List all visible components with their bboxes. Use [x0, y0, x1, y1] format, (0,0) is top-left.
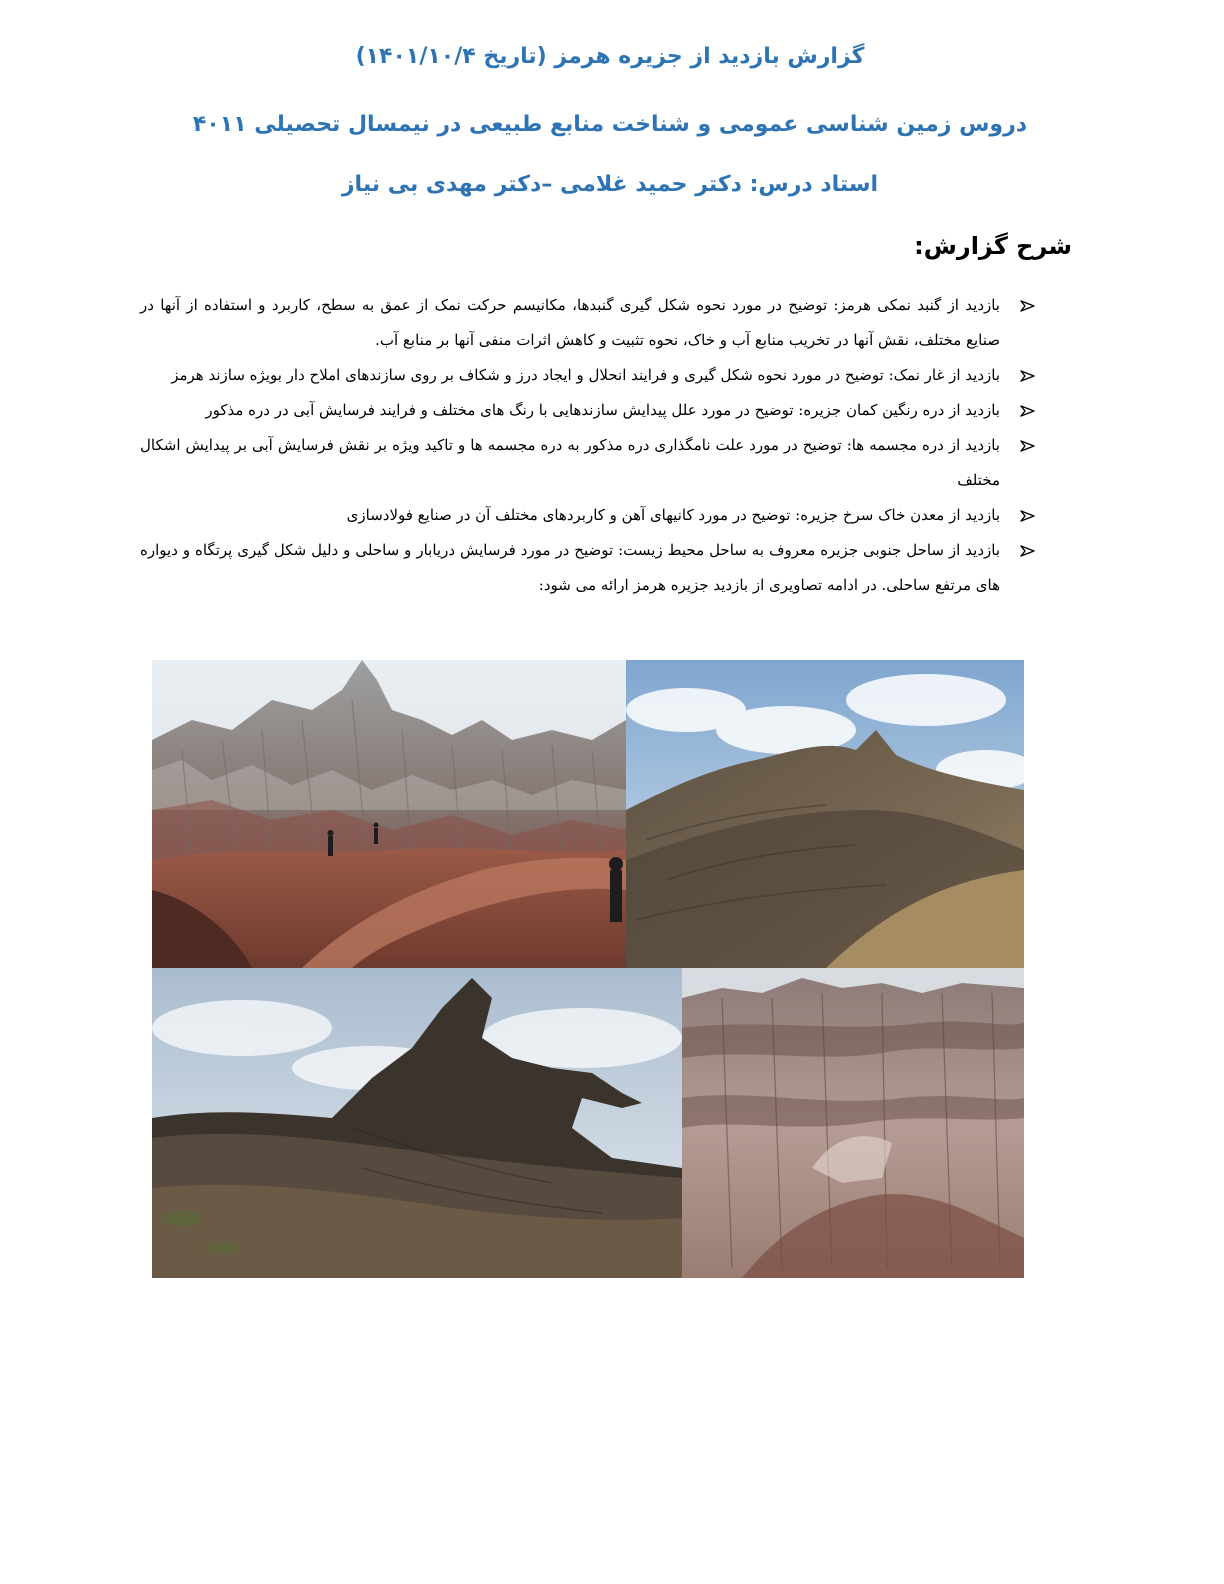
photo-canyon-walls — [682, 968, 1024, 1278]
list-item — [140, 393, 1040, 428]
arrowhead-bullet-icon — [1016, 358, 1040, 393]
list-item-text: بازدید از دره رنگین کمان جزیره: توضیح در مورد علل پیدایش سازندهایی با رنگ های مختلف و فرایند فرسایش آبی در دره مذکور — [205, 401, 1000, 419]
photo-eroded-rock-sky — [626, 660, 1024, 968]
photo-rainbow-valley — [152, 660, 626, 968]
arrowhead-bullet-icon — [1016, 428, 1040, 463]
list-item-text: بازدید از معدن خاک سرخ جزیره: توضیح در مورد کانیهای آهن و کاربردهای مختلف آن در صنایع فولادسازی — [346, 506, 1000, 524]
photo-rock-sculpture — [152, 968, 682, 1278]
list-item — [140, 288, 1040, 358]
list-item — [140, 533, 1040, 603]
arrowhead-bullet-icon — [1016, 393, 1040, 428]
list-item — [140, 358, 1040, 393]
list-item-text: بازدید از دره مجسمه ها: توضیح در مورد علت نامگذاری دره مذکور به دره مجسمه ها و تاکید ویژه بر نقش فرسایش آبی بر پیدایش اشکال مختلف — [140, 436, 1000, 489]
arrowhead-bullet-icon — [1016, 533, 1040, 568]
list-item — [140, 428, 1040, 498]
section-title: شرح گزارش: — [914, 232, 1072, 260]
report-title: گزارش بازدید از جزیره هرمز (تاریخ ۱۴۰۱/۱۰/۴) — [355, 44, 865, 69]
list-item-text: بازدید از ساحل جنوبی جزیره معروف به ساحل محیط زیست: توضیح در مورد فرسایش دریابار و ساحلی و دلیل شکل گیری پرتگاه و دیواره های مرتفع ساحلی. در ادامه تصاویری از بازدید جزیره هرمز ارائه می شود: — [140, 541, 1001, 594]
list-item-text: بازدید از غار نمک: توضیح در مورد نحوه شکل گیری و فرایند انحلال و ایجاد درز و شکاف بر روی سازندهای املاح دار بویژه سازند هرمز — [171, 366, 1000, 384]
course-title: دروس زمین شناسی عمومی و شناخت منابع طبیعی در نیمسال تحصیلی ۴۰۱۱ — [192, 112, 1028, 137]
instructors-line: استاد درس: دکتر حمید غلامی –دکتر مهدی بی نیاز — [341, 172, 879, 197]
arrowhead-bullet-icon — [1016, 288, 1040, 323]
list-item — [140, 498, 1040, 533]
arrowhead-bullet-icon — [1016, 498, 1040, 533]
photo-collage — [152, 660, 1024, 1278]
report-list — [140, 288, 1040, 603]
list-item-text: بازدید از گنبد نمکی هرمز: توضیح در مورد نحوه شکل گیری گنبدها، مکانیسم حرکت نمک از عمق به سطح، کاربرد و استفاده از آنها در صنایع مختلف، نقش آنها در تخریب منابع آب و خاک، نحوه تثبیت و کاهش اثرات منفی آنها بر منابع آب. — [140, 296, 1000, 349]
